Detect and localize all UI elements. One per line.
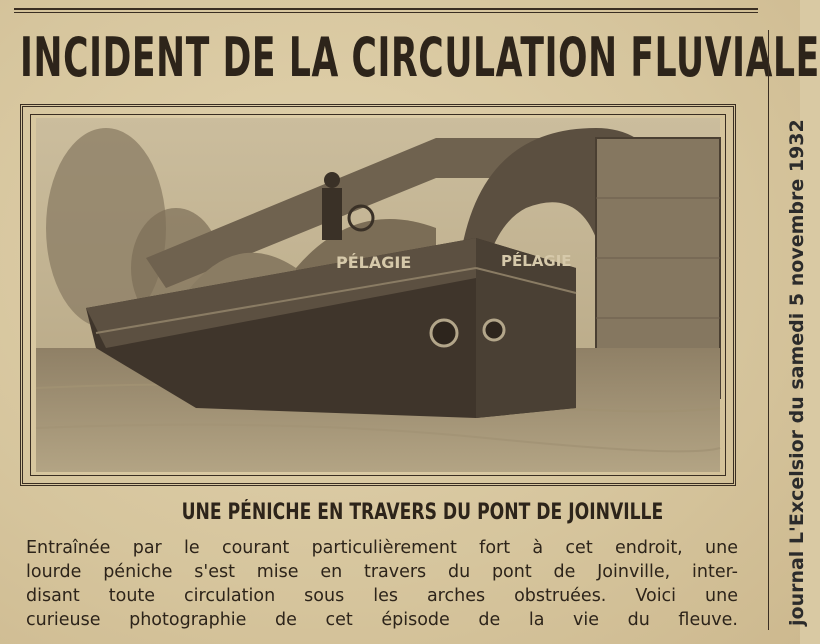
body-line: Entraînée par le courant particulièrement fort à cet endroit, une xyxy=(26,538,738,558)
article-body xyxy=(26,536,738,632)
photo-barge-under-bridge xyxy=(36,118,720,472)
body-line: curieuse photographie de cet épisode de la vie du fleuve. xyxy=(26,610,738,630)
source-credit: journal L'Excelsior du samedi 5 novembre 1932 xyxy=(786,119,808,626)
top-rule xyxy=(14,8,758,10)
column-rule xyxy=(768,30,769,630)
body-line: disant toute circulation sous les arches obstruées. Voici une xyxy=(26,586,738,606)
caption-title: UNE PÉNICHE EN TRAVERS DU PONT DE JOINVILLE xyxy=(181,500,664,525)
hull-name-left: PÉLAGIE xyxy=(336,253,412,272)
body-line: lourde péniche s'est mise en travers du pont de Joinville, inter- xyxy=(26,562,738,582)
top-rule-thin xyxy=(14,12,758,13)
headline: INCIDENT DE LA CIRCULATION FLUVIALE xyxy=(20,26,820,89)
hull-name-right: PÉLAGIE xyxy=(501,252,572,270)
